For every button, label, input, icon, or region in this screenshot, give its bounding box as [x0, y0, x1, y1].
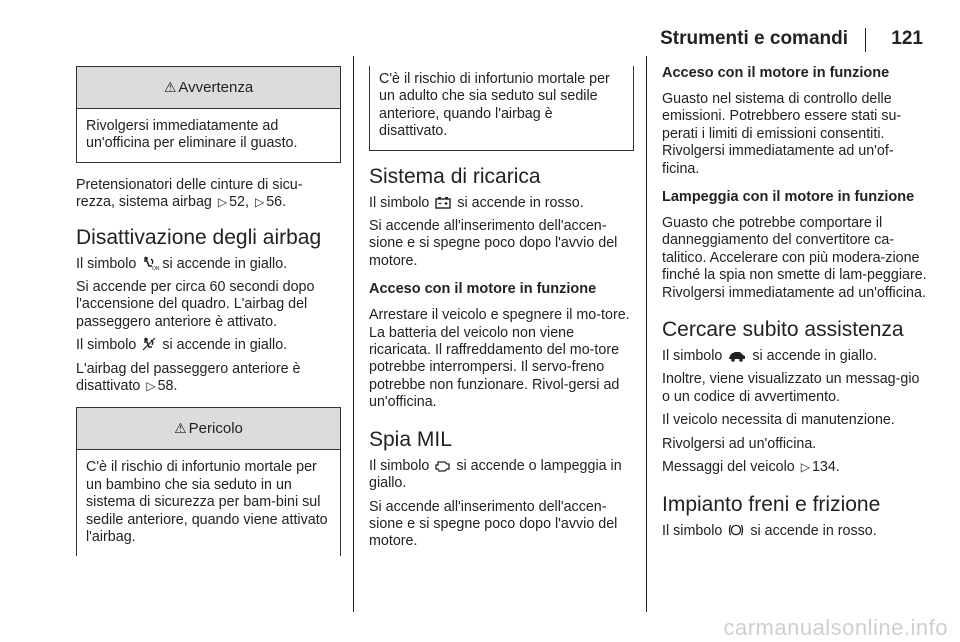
- subheading-engine-running: Acceso con il motore in funzione: [369, 281, 597, 298]
- warning-box-title: ⚠ Avvertenza: [77, 67, 340, 109]
- engine-check-icon: [435, 459, 450, 472]
- danger-box-body: C'è il rischio di infortunio mortale per un bambino che sia seduto in un sistema di sicurezza per bam-bini sul sedile anteriore, quando viene attivato l'airbag.: [86, 459, 328, 546]
- column-divider-2: [646, 56, 647, 612]
- brake-warning-icon: [728, 523, 744, 537]
- page-number: 121: [891, 28, 923, 49]
- column-1: [76, 66, 341, 570]
- section-heading-mil: Spia MIL: [369, 427, 452, 451]
- service-symbol-paragraph: Il simbolo si accende in giallo.: [662, 348, 878, 365]
- mil-on-paragraph: Si accende all'inserimento dell'accen-sione e si spegne poco dopo l'avvio del motore.: [369, 498, 618, 550]
- airbag-symbol-off-paragraph: Il simbolo si accende in giallo.: [76, 337, 288, 354]
- section-heading-charging-system: Sistema di ricarica: [369, 164, 541, 188]
- warning-box-body: Rivolgersi immediatamente ad un'officina per eliminare il guasto.: [86, 118, 298, 152]
- page-ref-icon: ▷: [217, 195, 228, 210]
- danger-box-continued: C'è il rischio di infortunio mortale per un adulto che sia seduto sul sedile anteriore, quando l'airbag è disattivato.: [369, 66, 634, 151]
- section-heading-service: Cercare subito assistenza: [662, 318, 904, 342]
- airbag-on-icon: [142, 256, 160, 272]
- header-divider: [865, 28, 866, 52]
- airbag-off-icon: [142, 337, 156, 351]
- subheading-engine-running-mil: Acceso con il motore in funzione: [662, 65, 890, 81]
- mil-symbol-paragraph: Il simbolo si accende o lampeggia in giallo.: [369, 457, 622, 492]
- warning-triangle-icon: ⚠: [163, 79, 177, 95]
- vehicle-messages-paragraph: Messaggi del veicolo ▷ 134.: [662, 459, 840, 476]
- service-message-paragraph: Inoltre, viene visualizzato un messag-gio o un codice di avvertimento.: [662, 371, 920, 405]
- airbag-60sec-paragraph: Si accende per circa 60 secondi dopo l'accensione del quadro. L'airbag del passeggero anteriore è attivato.: [76, 279, 315, 330]
- page-header: [0, 0, 960, 55]
- service-car-icon: [728, 350, 746, 362]
- column-3: [662, 64, 928, 546]
- airbag-deactivated-paragraph: L'airbag del passeggero anteriore è disattivato ▷ 58.: [76, 360, 301, 395]
- flashing-paragraph: Guasto che potrebbe comportare il danneggiamento del convertitore ca-talitico. Accelerare con più modera-zione finché la spia non smette di lam-peggiare. Rivolgersi immediatamente ad un'officina.: [662, 215, 927, 301]
- battery-icon: [435, 196, 451, 209]
- charging-on-paragraph: Si accende all'inserimento dell'accen-sione e si spegne poco dopo l'avvio del motore.: [369, 218, 618, 269]
- danger-box: [76, 407, 341, 555]
- page-ref-icon: ▷: [800, 460, 810, 475]
- page-ref-icon: ▷: [254, 195, 265, 210]
- column-divider-1: [353, 56, 354, 612]
- brakes-symbol-paragraph: Il simbolo si accende in rosso.: [662, 522, 877, 539]
- warning-triangle-icon: ⚠: [174, 420, 187, 437]
- airbag-symbol-on-paragraph: Il simbolo ON si accende in giallo.: [76, 255, 288, 272]
- charging-engine-paragraph: Arrestare il veicolo e spegnere il mo-tore. La batteria del veicolo non viene ricaricata. Il raffreddamento del mo-tore potrebbe interrompersi. Il servo-freno potrebbe non funzionare. Rivol-gersi ad un'officina.: [369, 307, 630, 411]
- warning-box: [76, 66, 341, 163]
- charging-symbol-paragraph: Il simbolo si accende in rosso.: [369, 194, 584, 211]
- service-workshop-paragraph: Rivolgersi ad un'officina.: [662, 435, 817, 452]
- page-ref-icon: ▷: [146, 379, 156, 394]
- danger-box-title: ⚠ Pericolo: [77, 408, 340, 450]
- watermark: carmanualsonline.info: [723, 615, 948, 640]
- header-title: Strumenti e comandi: [660, 28, 848, 49]
- column-2: [369, 66, 634, 557]
- pretensioner-paragraph: Pretensionatori delle cinture di sicu-rezza, sistema airbag ▷ 52, ▷ 56.: [76, 176, 303, 211]
- subheading-flashing: Lampeggia con il motore in funzione: [662, 189, 915, 206]
- section-heading-brakes: Impianto freni e frizione: [662, 492, 881, 516]
- svg-text:ON: ON: [152, 265, 160, 272]
- emission-fault-paragraph: Guasto nel sistema di controllo delle emissioni. Potrebbero essere stati su-perati i limiti di emissioni consentiti. Rivolgersi immediatamente ad un'of-ficina.: [662, 91, 902, 177]
- section-heading-airbag-deactivation: Disattivazione degli airbag: [76, 225, 322, 249]
- service-maintenance-paragraph: Il veicolo necessita di manutenzione.: [662, 412, 895, 429]
